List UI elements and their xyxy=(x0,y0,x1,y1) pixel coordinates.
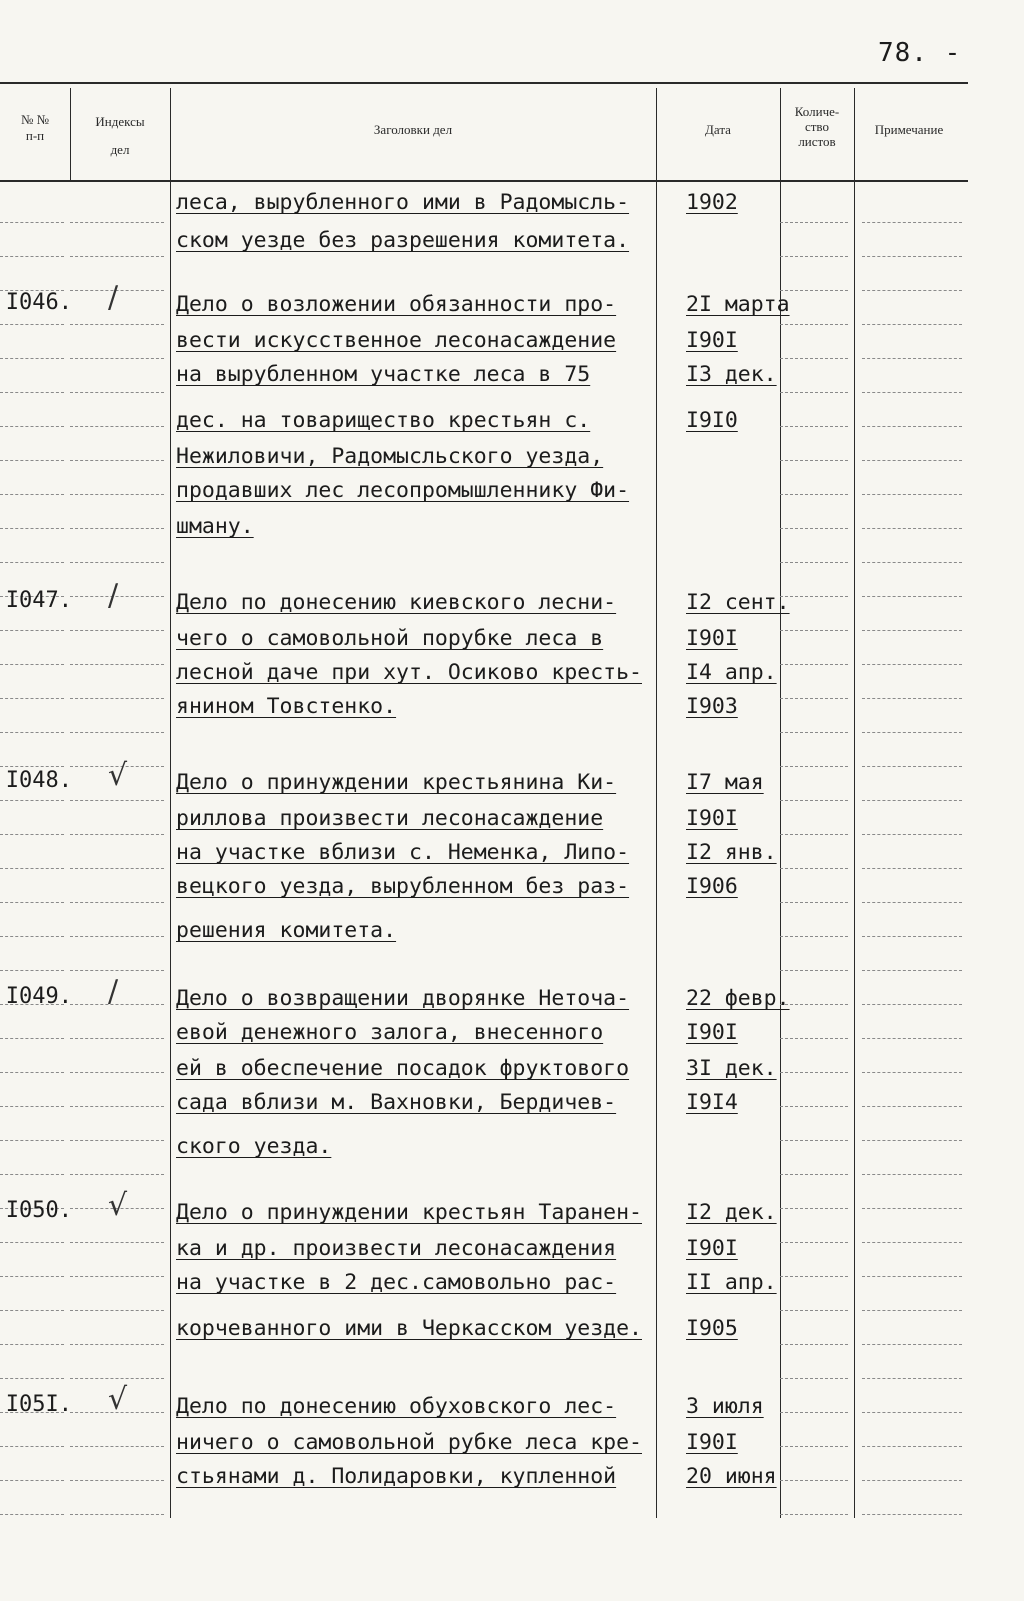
row-ruling xyxy=(862,698,962,699)
title-line: на участке в 2 дес.самовольно рас- xyxy=(176,1270,617,1295)
page-number: 78. - xyxy=(878,38,962,68)
row-ruling xyxy=(780,664,848,665)
entry-number: I046. xyxy=(5,290,72,315)
row-ruling xyxy=(780,256,848,257)
title-line: лесной даче при хут. Осиково кресть- xyxy=(176,660,642,685)
row-ruling xyxy=(780,528,848,529)
title-line: продавших лес лесопромышленнику Фи- xyxy=(176,478,630,503)
row-ruling xyxy=(780,868,848,869)
entry-number: I049. xyxy=(5,984,72,1009)
row-ruling xyxy=(862,358,962,359)
row-ruling xyxy=(0,1480,64,1481)
row-ruling xyxy=(70,1038,164,1039)
row-ruling xyxy=(0,902,64,903)
row-ruling xyxy=(0,936,64,937)
row-ruling xyxy=(70,460,164,461)
column-divider-title xyxy=(656,88,657,1518)
row-ruling xyxy=(0,528,64,529)
row-ruling xyxy=(0,460,64,461)
row-ruling xyxy=(780,1038,848,1039)
date-value: I90I xyxy=(686,1430,738,1455)
date-value: I90I xyxy=(686,1236,738,1261)
row-ruling xyxy=(0,358,64,359)
row-ruling xyxy=(70,732,164,733)
row-ruling xyxy=(862,800,962,801)
row-ruling xyxy=(780,1004,848,1005)
row-ruling xyxy=(862,562,962,563)
row-ruling xyxy=(70,834,164,835)
row-ruling xyxy=(780,290,848,291)
title-line: ка и др. произвести лесонасаждения xyxy=(176,1236,617,1261)
title-line: на участке вблизи с. Неменка, Липо- xyxy=(176,840,630,865)
row-ruling xyxy=(862,664,962,665)
row-ruling xyxy=(862,256,962,257)
row-ruling xyxy=(780,1310,848,1311)
row-ruling xyxy=(0,392,64,393)
row-ruling xyxy=(0,1242,64,1243)
row-ruling xyxy=(0,1446,64,1447)
row-ruling xyxy=(780,834,848,835)
row-ruling xyxy=(780,392,848,393)
row-ruling xyxy=(0,562,64,563)
header-top-rule xyxy=(0,82,968,84)
title-line: Дело по донесению обуховского лес- xyxy=(176,1394,617,1419)
date-value: I903 xyxy=(686,694,738,719)
row-ruling xyxy=(0,630,64,631)
header-date: Дата xyxy=(705,122,731,137)
check-mark-icon: √ xyxy=(108,758,128,793)
row-ruling xyxy=(780,902,848,903)
row-ruling xyxy=(0,1378,64,1379)
row-ruling xyxy=(780,1140,848,1141)
row-ruling xyxy=(862,460,962,461)
row-ruling xyxy=(862,936,962,937)
title-line: Дело о возложении обязанности про- xyxy=(176,292,617,317)
row-ruling xyxy=(862,1106,962,1107)
row-ruling xyxy=(780,936,848,937)
row-ruling xyxy=(70,256,164,257)
row-ruling xyxy=(780,1344,848,1345)
date-value: I90I xyxy=(686,1020,738,1045)
check-mark-icon: / xyxy=(108,974,119,1009)
row-ruling xyxy=(70,1446,164,1447)
date-value: I7 мая xyxy=(686,770,764,795)
row-ruling xyxy=(0,834,64,835)
row-ruling xyxy=(862,1276,962,1277)
row-ruling xyxy=(862,324,962,325)
entry-number: I048. xyxy=(5,768,72,793)
title-line: вести искусственное лесонасаждение xyxy=(176,328,617,353)
row-ruling xyxy=(780,766,848,767)
row-ruling xyxy=(0,324,64,325)
title-line: сада вблизи м. Вахновки, Бердичев- xyxy=(176,1090,617,1115)
title-line: ском уезде без разрешения комитета. xyxy=(176,228,630,253)
date-value: I9I4 xyxy=(686,1090,738,1115)
row-ruling xyxy=(862,528,962,529)
row-ruling xyxy=(780,358,848,359)
title-line: Дело о принуждении крестьянина Ки- xyxy=(176,770,617,795)
date-value: I905 xyxy=(686,1316,738,1341)
date-value: I90I xyxy=(686,806,738,831)
row-ruling xyxy=(0,426,64,427)
row-ruling xyxy=(780,324,848,325)
row-ruling xyxy=(862,392,962,393)
date-value: 2I марта xyxy=(686,292,790,317)
row-ruling xyxy=(862,732,962,733)
row-ruling xyxy=(780,1378,848,1379)
row-ruling xyxy=(70,494,164,495)
header-title: Заголовки дел xyxy=(373,122,453,137)
row-ruling xyxy=(70,970,164,971)
row-ruling xyxy=(0,1140,64,1141)
row-ruling xyxy=(0,664,64,665)
date-value: I2 дек. xyxy=(686,1200,777,1225)
entry-number: I050. xyxy=(5,1198,72,1223)
title-line: на вырубленном участке леса в 75 xyxy=(176,362,591,387)
title-line: чего о самовольной порубке леса в xyxy=(176,626,604,651)
row-ruling xyxy=(70,936,164,937)
row-ruling xyxy=(862,1004,962,1005)
row-ruling xyxy=(70,1344,164,1345)
row-ruling xyxy=(0,1310,64,1311)
row-ruling xyxy=(0,256,64,257)
title-line: ей в обеспечение посадок фруктового xyxy=(176,1056,630,1081)
row-ruling xyxy=(862,902,962,903)
row-ruling xyxy=(780,426,848,427)
title-line: шману. xyxy=(176,514,254,539)
row-ruling xyxy=(862,630,962,631)
row-ruling xyxy=(780,1072,848,1073)
row-ruling xyxy=(780,1242,848,1243)
row-ruling xyxy=(780,1514,848,1515)
date-value: I4 апр. xyxy=(686,660,777,685)
header-note: Примечание xyxy=(874,122,944,137)
row-ruling xyxy=(780,1174,848,1175)
row-ruling xyxy=(780,698,848,699)
row-ruling xyxy=(862,1446,962,1447)
header-index: Индексы дел xyxy=(95,114,145,157)
row-ruling xyxy=(862,1072,962,1073)
title-line: Нежиловичи, Радомысльского уезда, xyxy=(176,444,604,469)
row-ruling xyxy=(780,1208,848,1209)
row-ruling xyxy=(862,1242,962,1243)
title-line: вецкого уезда, вырубленном без раз- xyxy=(176,874,630,899)
row-ruling xyxy=(862,1038,962,1039)
row-ruling xyxy=(70,324,164,325)
row-ruling xyxy=(70,1378,164,1379)
row-ruling xyxy=(862,834,962,835)
header-num: № № п-п xyxy=(20,112,50,143)
row-ruling xyxy=(862,1310,962,1311)
row-ruling xyxy=(70,1242,164,1243)
row-ruling xyxy=(70,698,164,699)
check-mark-icon: / xyxy=(108,578,119,613)
row-ruling xyxy=(862,1174,962,1175)
row-ruling xyxy=(70,1174,164,1175)
date-value: I90I xyxy=(686,626,738,651)
date-value: I2 янв. xyxy=(686,840,777,865)
row-ruling xyxy=(70,1276,164,1277)
date-value: I3 дек. xyxy=(686,362,777,387)
title-line: ского уезда. xyxy=(176,1134,332,1159)
row-ruling xyxy=(862,1480,962,1481)
title-line: Дело о принуждении крестьян Таранен- xyxy=(176,1200,642,1225)
row-ruling xyxy=(780,1106,848,1107)
row-ruling xyxy=(862,868,962,869)
date-value: 20 июня xyxy=(686,1464,777,1489)
row-ruling xyxy=(0,800,64,801)
row-ruling xyxy=(780,562,848,563)
row-ruling xyxy=(780,732,848,733)
title-line: евой денежного залога, внесенного xyxy=(176,1020,604,1045)
entry-number: I05I. xyxy=(5,1392,72,1417)
row-ruling xyxy=(780,596,848,597)
row-ruling xyxy=(0,766,64,767)
column-divider-sheets xyxy=(854,88,855,1518)
row-ruling xyxy=(862,1378,962,1379)
date-value: II апр. xyxy=(686,1270,777,1295)
date-value: 22 февр. xyxy=(686,986,790,1011)
row-ruling xyxy=(780,1446,848,1447)
row-ruling xyxy=(0,698,64,699)
date-value: 1902 xyxy=(686,190,738,215)
row-ruling xyxy=(70,426,164,427)
title-line: решения комитета. xyxy=(176,918,397,943)
row-ruling xyxy=(0,1072,64,1073)
title-line: Дело о возвращении дворянке Неточа- xyxy=(176,986,630,1011)
check-mark-icon: / xyxy=(108,280,119,315)
row-ruling xyxy=(780,800,848,801)
row-ruling xyxy=(70,358,164,359)
row-ruling xyxy=(0,1038,64,1039)
row-ruling xyxy=(780,494,848,495)
row-ruling xyxy=(862,1208,962,1209)
row-ruling xyxy=(780,630,848,631)
date-value: I90I xyxy=(686,328,738,353)
row-ruling xyxy=(0,222,64,223)
row-ruling xyxy=(862,970,962,971)
row-ruling xyxy=(70,1514,164,1515)
row-ruling xyxy=(780,1276,848,1277)
title-line: Дело по донесению киевского лесни- xyxy=(176,590,617,615)
row-ruling xyxy=(70,664,164,665)
row-ruling xyxy=(70,392,164,393)
row-ruling xyxy=(70,528,164,529)
row-ruling xyxy=(0,970,64,971)
entry-number: I047. xyxy=(5,588,72,613)
row-ruling xyxy=(780,1412,848,1413)
row-ruling xyxy=(780,1480,848,1481)
date-value: 3 июля xyxy=(686,1394,764,1419)
row-ruling xyxy=(862,1140,962,1141)
title-line: корчеванного ими в Черкасском уезде. xyxy=(176,1316,642,1341)
row-ruling xyxy=(862,1344,962,1345)
title-line: стьянами д. Полидаровки, купленной xyxy=(176,1464,617,1489)
title-line: дес. на товарищество крестьян с. xyxy=(176,408,591,433)
row-ruling xyxy=(862,494,962,495)
title-line: риллова произвести лесонасаждение xyxy=(176,806,604,831)
row-ruling xyxy=(0,1514,64,1515)
row-ruling xyxy=(0,1276,64,1277)
row-ruling xyxy=(0,1106,64,1107)
row-ruling xyxy=(780,222,848,223)
row-ruling xyxy=(70,800,164,801)
date-value: I2 сент. xyxy=(686,590,790,615)
row-ruling xyxy=(780,460,848,461)
row-ruling xyxy=(70,1480,164,1481)
column-divider-index xyxy=(170,88,171,1518)
row-ruling xyxy=(862,766,962,767)
row-ruling xyxy=(70,1072,164,1073)
date-value: I906 xyxy=(686,874,738,899)
header-bottom-rule xyxy=(0,180,968,182)
row-ruling xyxy=(780,970,848,971)
row-ruling xyxy=(0,1344,64,1345)
row-ruling xyxy=(862,290,962,291)
date-value: 3I дек. xyxy=(686,1056,777,1081)
row-ruling xyxy=(862,426,962,427)
row-ruling xyxy=(0,732,64,733)
row-ruling xyxy=(70,1140,164,1141)
row-ruling xyxy=(70,1106,164,1107)
title-line: ничего о самовольной рубке леса кре- xyxy=(176,1430,642,1455)
row-ruling xyxy=(70,222,164,223)
title-line: леса, вырубленного ими в Радомысль- xyxy=(176,190,630,215)
row-ruling xyxy=(0,494,64,495)
row-ruling xyxy=(70,1310,164,1311)
title-line: янином Товстенко. xyxy=(176,694,397,719)
row-ruling xyxy=(70,630,164,631)
row-ruling xyxy=(70,868,164,869)
check-mark-icon: √ xyxy=(108,1188,128,1223)
row-ruling xyxy=(70,562,164,563)
row-ruling xyxy=(862,1412,962,1413)
date-value: I9I0 xyxy=(686,408,738,433)
row-ruling xyxy=(862,1514,962,1515)
row-ruling xyxy=(0,1174,64,1175)
row-ruling xyxy=(0,868,64,869)
row-ruling xyxy=(70,902,164,903)
row-ruling xyxy=(862,222,962,223)
check-mark-icon: √ xyxy=(108,1382,128,1417)
header-sheets: Количе- ство листов xyxy=(794,104,840,149)
row-ruling xyxy=(862,596,962,597)
